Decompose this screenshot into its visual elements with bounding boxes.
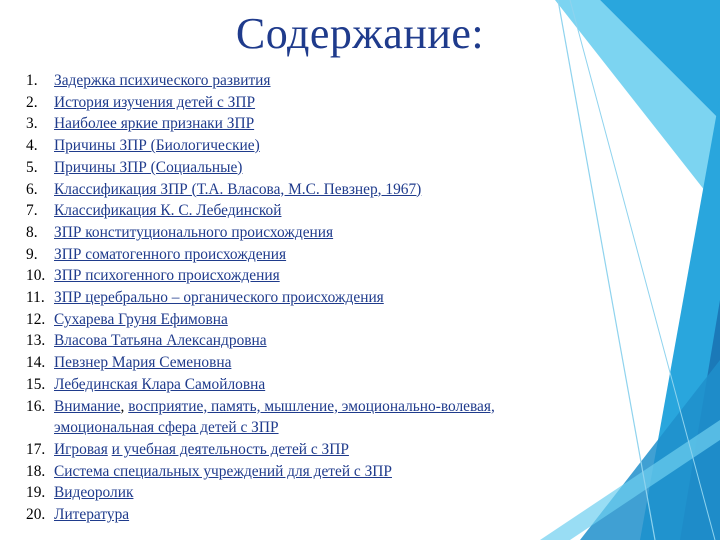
toc-link[interactable]: Причины ЗПР (Социальные) [54, 158, 243, 176]
toc-item [26, 396, 586, 439]
toc-item [26, 374, 586, 396]
toc-item-number: 10. [26, 267, 46, 285]
toc-link[interactable]: Игровая [54, 440, 108, 458]
toc-item [26, 439, 586, 461]
toc-item-number: 1. [26, 72, 38, 89]
toc-link[interactable]: Причины ЗПР (Биологические) [54, 137, 260, 155]
toc-item-number: 7. [26, 202, 38, 220]
toc-item [26, 244, 586, 266]
toc-link[interactable]: и учебная деятельность детей с ЗПР [111, 440, 349, 458]
toc-link[interactable]: ЗПР церебрально – органического происхождения [54, 289, 384, 307]
toc-link[interactable]: Наиболее яркие признаки ЗПР [54, 115, 255, 133]
toc-item [26, 157, 586, 179]
toc-item [26, 504, 586, 526]
toc-item-number: 15. [26, 375, 46, 393]
toc-link[interactable]: Сухарева Груня Ефимовна [54, 310, 228, 328]
toc-link[interactable]: Классификация К. С. Лебединской [54, 202, 282, 220]
toc-item [26, 461, 586, 483]
toc-item [26, 352, 586, 374]
toc-separator: , [120, 397, 129, 415]
toc-link[interactable]: Литература [54, 506, 130, 524]
toc-link[interactable]: Власова Татьяна Александровна [54, 332, 267, 350]
toc-link[interactable]: Задержка психического развития [54, 72, 271, 89]
toc-item [26, 179, 586, 201]
toc-link[interactable]: ЗПР психогенного происхождения [54, 267, 280, 285]
toc-item-number: 20. [26, 506, 46, 524]
toc-item-number: 2. [26, 93, 38, 111]
toc-item-number: 18. [26, 462, 46, 480]
toc-item [26, 330, 586, 352]
toc-item-number: 3. [26, 115, 38, 133]
toc-item-number: 9. [26, 245, 38, 263]
table-of-contents [26, 70, 586, 526]
toc-item-number: 16. [26, 397, 46, 415]
toc-link[interactable]: Видеоролик [54, 484, 134, 502]
toc-link[interactable]: ЗПР конституционального происхождения [54, 223, 334, 241]
toc-item-number: 19. [26, 484, 46, 502]
toc-item-number: 5. [26, 158, 38, 176]
toc-link[interactable]: Классификация ЗПР (Т.А. Власова, М.С. Певзнер, 1967) [54, 180, 422, 198]
toc-item-number: 4. [26, 137, 38, 155]
toc-item [26, 92, 586, 114]
toc-item [26, 265, 586, 287]
toc-item [26, 482, 586, 504]
slide-title: Содержание: [235, 9, 485, 58]
toc-link[interactable]: История изучения детей с ЗПР [54, 93, 256, 111]
toc-item [26, 135, 586, 157]
toc-item-number: 17. [26, 440, 46, 458]
toc-item [26, 309, 586, 331]
toc-link[interactable]: Лебединская Клара Самойловна [54, 375, 266, 393]
toc-link[interactable]: Внимание [54, 397, 121, 415]
toc-item [26, 287, 586, 309]
toc-item [26, 200, 586, 222]
toc-item-number: 6. [26, 180, 38, 198]
toc-item-number: 14. [26, 354, 46, 372]
toc-item-number: 8. [26, 223, 38, 241]
toc-item [26, 222, 586, 244]
toc-item-number: 12. [26, 310, 46, 328]
toc-item-number: 11. [26, 289, 45, 307]
toc-item [26, 113, 586, 135]
toc-item [26, 70, 586, 92]
toc-link[interactable]: восприятие, память, мышление, эмоционально-волевая, эмоциональная сфера детей с ЗПР [54, 397, 495, 437]
toc-item-number: 13. [26, 332, 46, 350]
toc-link[interactable]: ЗПР соматогенного происхождения [54, 245, 287, 263]
toc-link[interactable]: Система специальных учреждений для детей с ЗПР [54, 462, 392, 480]
toc-link[interactable]: Певзнер Мария Семеновна [54, 354, 232, 372]
